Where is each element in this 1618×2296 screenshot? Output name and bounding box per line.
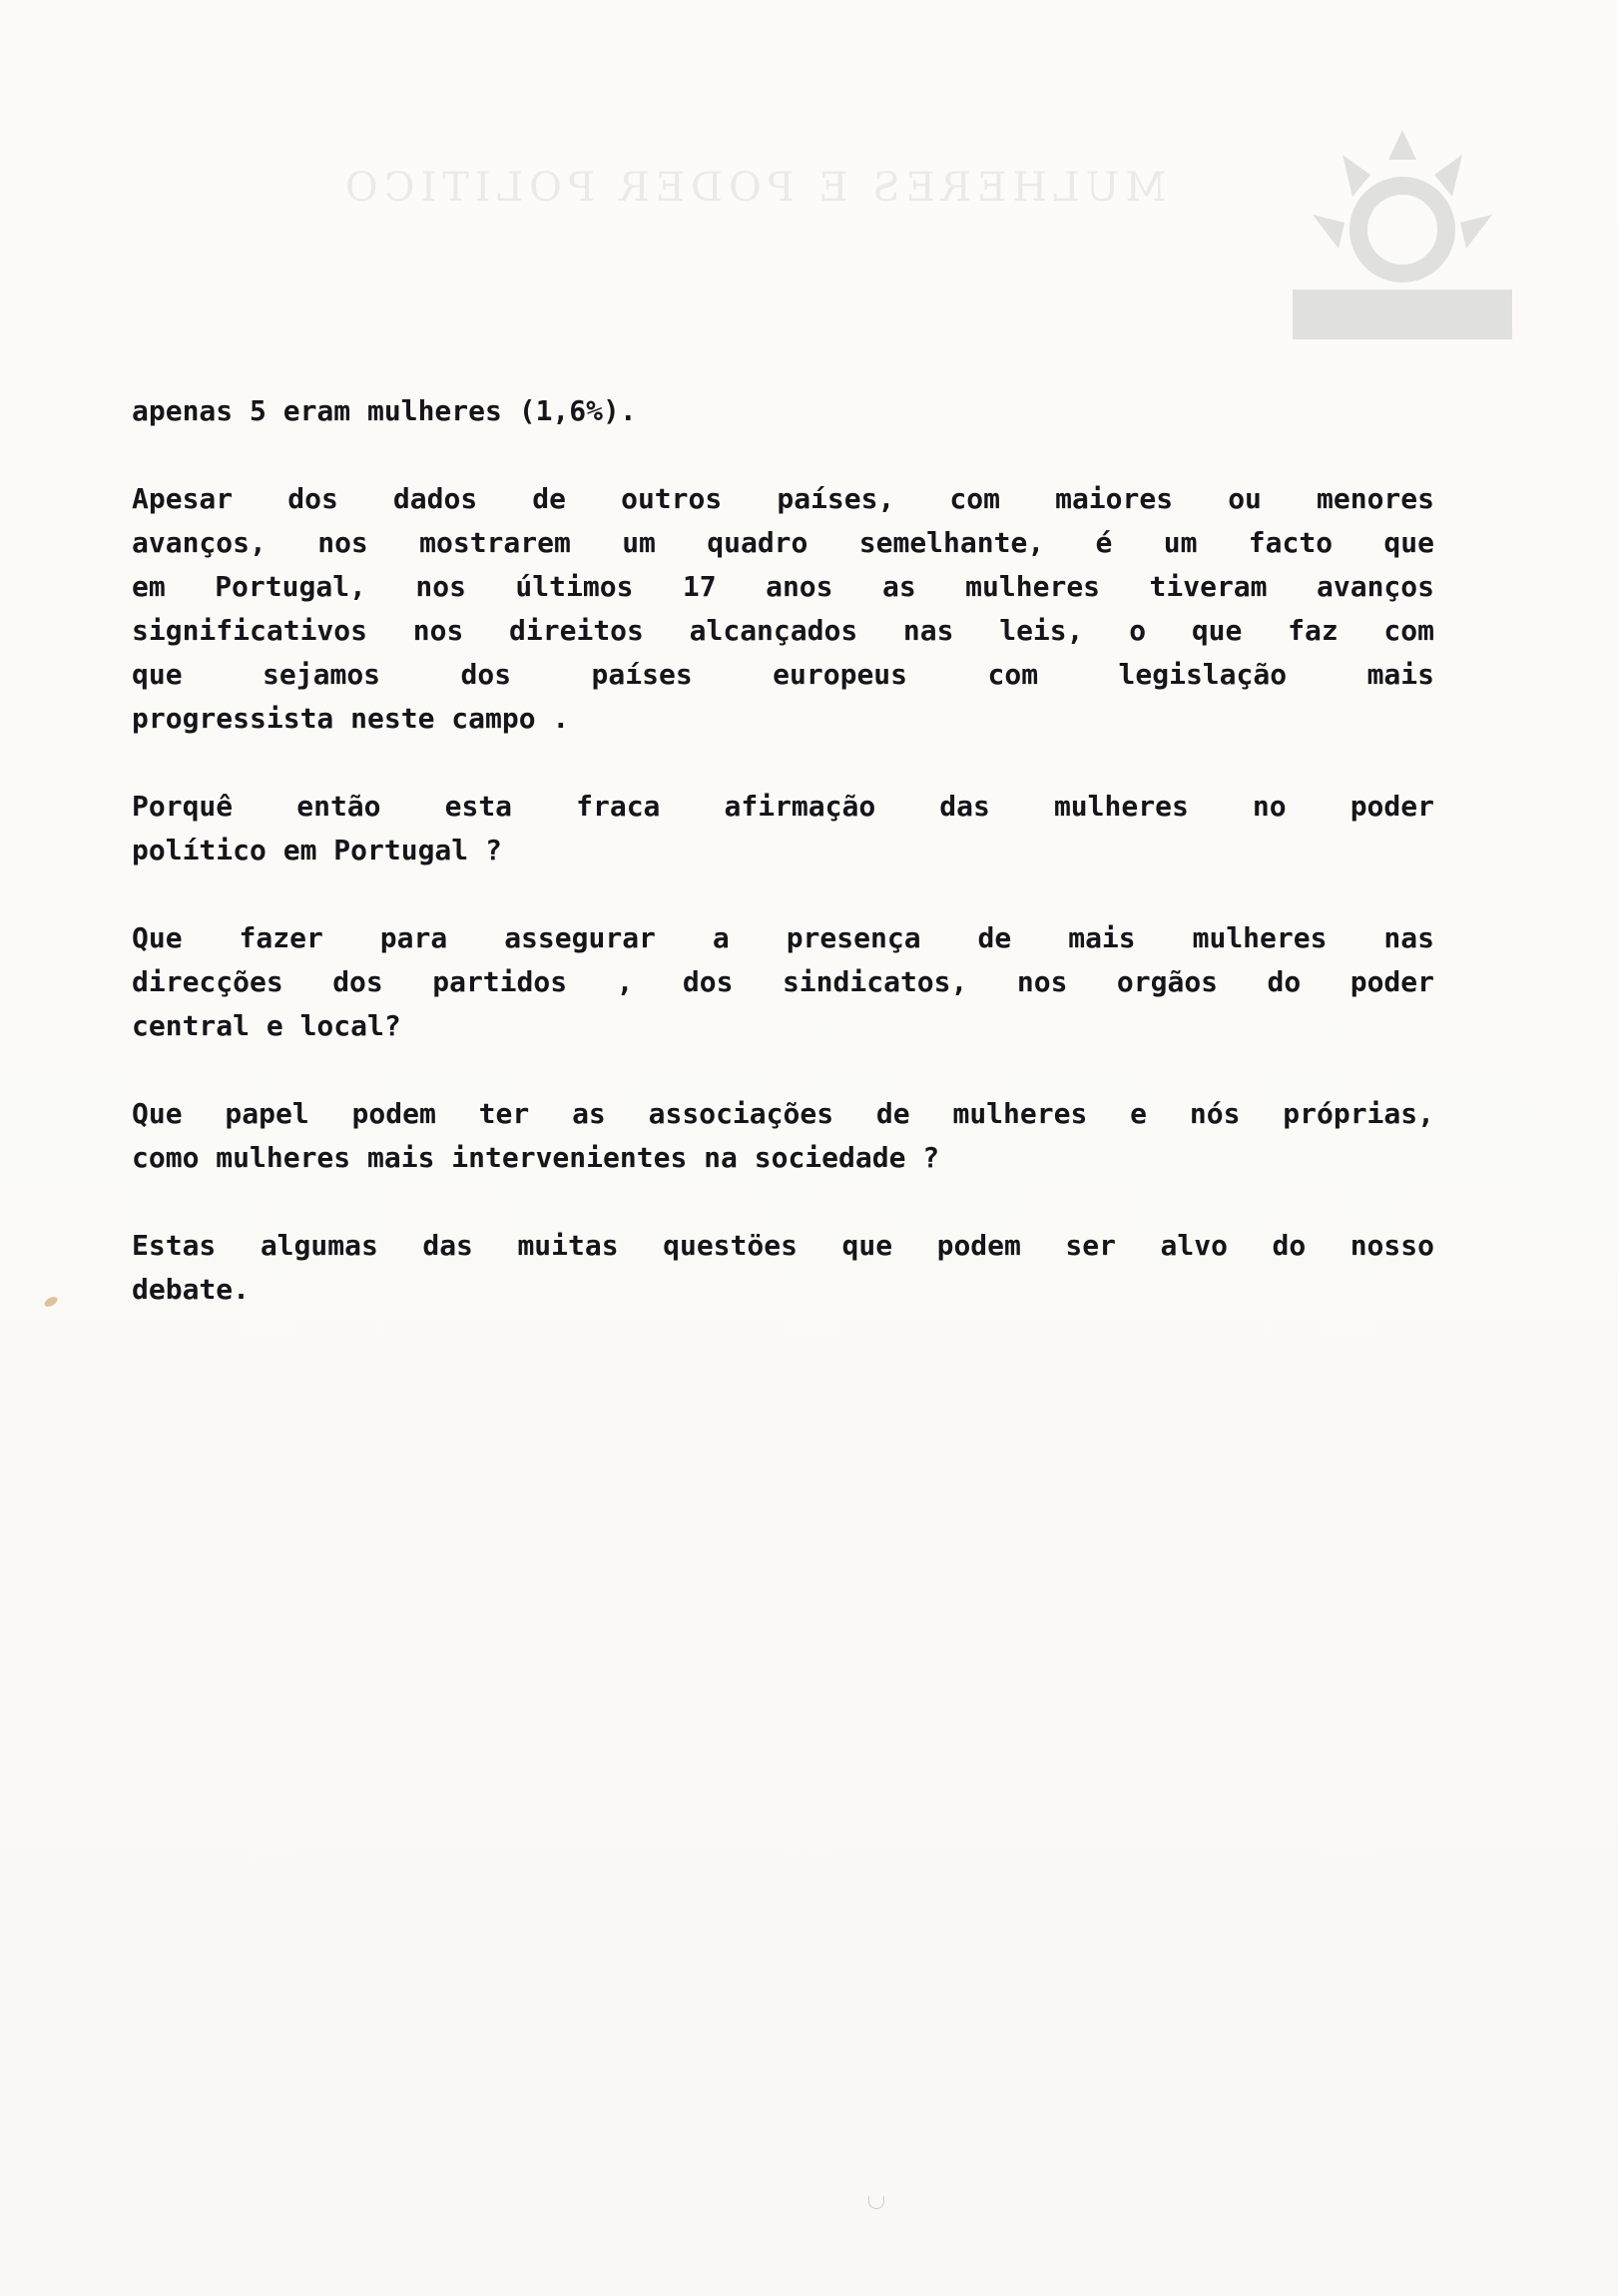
- paragraph-1: [132, 389, 1434, 433]
- show-through-logo-icon: [1283, 120, 1522, 349]
- text-line: Porquê então esta fraca afirmação das mulheres no poder: [132, 790, 1434, 823]
- text-line: apenas 5 eram mulheres (1,6%).: [132, 394, 637, 427]
- text-line: progressista neste campo .: [132, 702, 570, 735]
- paragraph-6: [132, 1224, 1434, 1312]
- paragraph-4: [132, 916, 1434, 1048]
- paragraph-3: [132, 785, 1434, 872]
- text-line: Estas algumas das muitas questöes que podem ser alvo do nosso: [132, 1229, 1434, 1262]
- paragraph-2: [132, 477, 1434, 741]
- text-line: em Portugal, nos últimos 17 anos as mulheres tiveram avanços: [132, 570, 1434, 603]
- text-line: direcções dos partidos , dos sindicatos, nos orgãos do poder: [132, 965, 1434, 998]
- paper-mark: [868, 2196, 884, 2209]
- paper-stain: [43, 1295, 59, 1309]
- text-line: que sejamos dos países europeus com legislação mais: [132, 658, 1434, 691]
- text-line: como mulheres mais intervenientes na sociedade ?: [132, 1141, 940, 1174]
- text-line: Que papel podem ter as associações de mulheres e nós próprias,: [132, 1097, 1434, 1130]
- text-line: central e local?: [132, 1009, 401, 1042]
- text-line: avanços, nos mostrarem um quadro semelhante, é um facto que: [132, 526, 1434, 559]
- text-line: político em Portugal ?: [132, 834, 502, 866]
- show-through-header: MULHERES E PODER POLITICO: [339, 165, 1167, 211]
- text-line: Apesar dos dados de outros países, com maiores ou menores: [132, 482, 1434, 515]
- paragraph-5: [132, 1092, 1434, 1180]
- text-line: debate.: [132, 1273, 251, 1306]
- text-line: Que fazer para assegurar a presença de mais mulheres nas: [132, 921, 1434, 954]
- document-body: [132, 389, 1434, 1356]
- text-line: significativos nos direitos alcançados nas leis, o que faz com: [132, 614, 1434, 647]
